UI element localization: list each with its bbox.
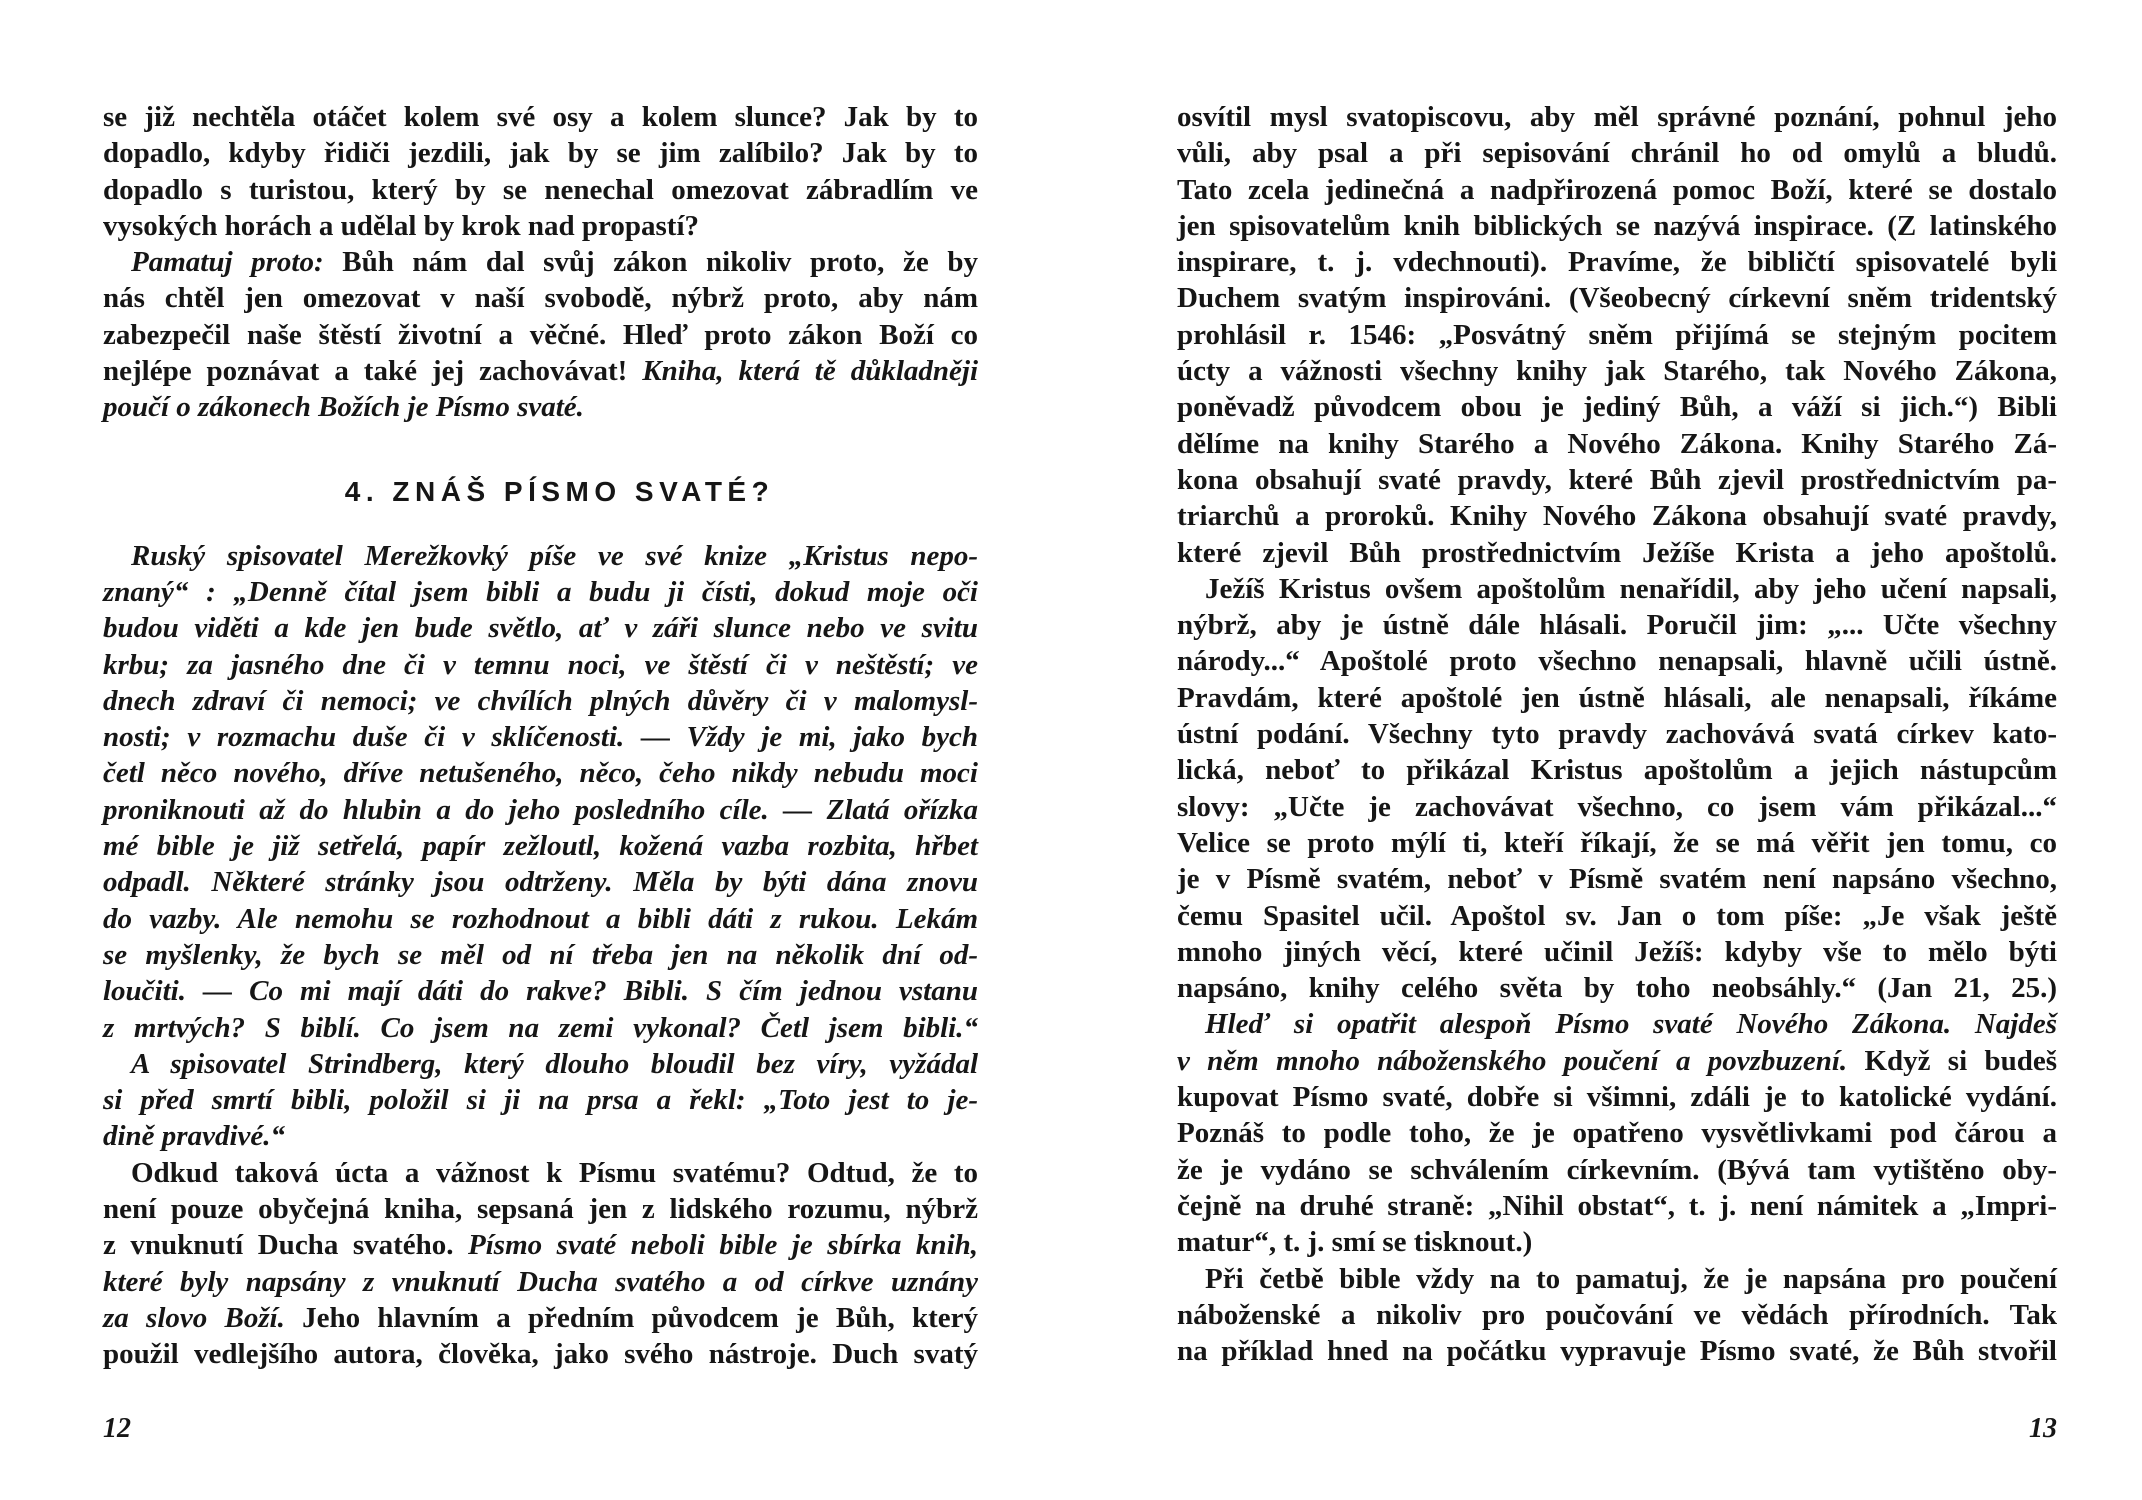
text-line: si před smrtí bibli, položil si ji na prsa a řekl: „Toto jest to je- (103, 1084, 978, 1117)
text-line: čemu Spasitel učil. Apoštol sv. Jan o tom píše: „Je však ještě (1177, 899, 2057, 932)
text-line: nás chtěl jen omezovat v naší svobodě, nýbrž proto, aby nám (103, 282, 978, 315)
text-line: slovy: „Učte je zachovávat všechno, co jsem vám přikázal...“ (1177, 790, 2057, 823)
text-line: matur“, t. j. smí se tisknout.) (1177, 1226, 1533, 1259)
section-heading: 4. ZNÁŠ PÍSMO SVATÉ? (344, 475, 775, 507)
text-line (1177, 1043, 2057, 1079)
text-line: mnoho jiných věcí, které učinil Ježíš: kdyby vše to mělo býti (1177, 935, 2057, 968)
text-line (103, 1227, 978, 1263)
left-page-text (103, 99, 978, 1373)
text-line: Tato zcela jedinečná a nadpřirozená pomoc Boží, které se dostalo (1177, 173, 2057, 206)
text-line: odpadl. Některé stránky jsou odtrženy. Měla by býti dána znovu (103, 866, 978, 899)
right-page-text (1177, 99, 2057, 1369)
text-line: četl něco nového, dříve netušeného, něco, čeho nikdy nebudu moci (103, 757, 978, 790)
page-number: 12 (103, 1413, 131, 1444)
text-line: se již nechtěla otáčet kolem své osy a kolem slunce? Jak by to (103, 101, 978, 133)
text-line: dělíme na knihy Starého a Nového Zákona. Knihy Starého Zá- (1177, 427, 2057, 460)
text-line: vůli, aby psal a při sepisování chránil ho od omylů a bludů. (1177, 137, 2057, 170)
text-line: z mrtvých? S biblí. Co jsem na zemi vykonal? Četl jsem bibli.“ (103, 1011, 978, 1044)
text-line: Odkud taková úcta a vážnost k Písmu svatému? Odtud, že to (131, 1156, 978, 1189)
text-line (103, 1300, 978, 1336)
text-line: není pouze obyčejná kniha, sepsaná jen z lidského rozumu, nýbrž (103, 1193, 978, 1226)
text-line (103, 244, 978, 280)
text-line: zabezpečil naše štěstí životní a věčné. Hleď proto zákon Boží co (103, 318, 978, 351)
text-line: kupovat Písmo svaté, dobře si všimni, zdáli je to katolické vydání. (1177, 1081, 2057, 1114)
text-line: dině pravdivé.“ (103, 1120, 286, 1153)
text-line: do vazby. Ale nemohu se rozhodnout a bibli dáti z rukou. Lekám (103, 902, 978, 935)
text-line: na příklad hned na počátku vypravuje Písmo svaté, že Bůh stvořil (1177, 1335, 2057, 1368)
text-line: napsáno, knihy celého světa by toho neobsáhly.“ (Jan 21, 25.) (1177, 972, 2057, 1005)
text-line: vysokých horách a udělal by krok nad propastí? (103, 209, 700, 242)
text-line: se myšlenky, že bych se měl od ní třeba jen na několik dní od- (103, 938, 978, 971)
text-line: ústní podání. Všechny tyto pravdy zachovává svatá církev kato- (1177, 718, 2057, 751)
italic-text: Pamatuj proto: (131, 246, 324, 279)
text-line: osvítil mysl svatopiscovu, aby měl správné poznání, pohnul jeho (1177, 101, 2057, 133)
text-line: že je vydáno se schválením církevním. (Bývá tam vytištěno oby- (1177, 1153, 2057, 1186)
italic-text: za slovo Boží. (103, 1301, 285, 1334)
text-line: nýbrž, aby je ústně dále hlásali. Poručil jim: „... Učte všechny (1177, 609, 2057, 642)
text-line: triarchů a proroků. Knihy Nového Zákona obsahují svaté pravdy, (1177, 500, 2057, 533)
text-line: Ježíš Kristus ovšem apoštolům nenařídil, aby jeho učení napsali, (1205, 572, 2057, 605)
text-line: Pravdám, které apoštolé jen ústně hlásali, ale nenapsali, říkáme (1177, 681, 2057, 714)
text-line: Duchem svatým inspirováni. (Všeobecný církevní sněm tridentský (1177, 282, 2057, 315)
text-line: Při četbě bible vždy na to pamatuj, že je napsána pro poučení (1205, 1262, 2057, 1295)
text-line: úcty a vážnosti všechny knihy jak Starého, tak Nového Zákona, (1177, 355, 2057, 388)
text-line: jen spisovatelům knih biblických se nazývá inspirace. (Z latinského (1177, 209, 2057, 242)
text-line: mé bible je již setřelá, papír zežloutl, kožená vazba rozbita, hřbet (103, 830, 978, 863)
text-line: použil vedlejšího autora, člověka, jako svého nástroje. Duch svatý (103, 1338, 978, 1371)
text-line: Poznáš to podle toho, že je opatřeno vysvětlivkami pod čárou a (1177, 1117, 2057, 1150)
text-line: znaný“ : „Denně čítal jsem bibli a budu ji čísti, dokud moje oči (103, 575, 978, 608)
text-line: lická, neboť to přikázal Kristus apoštolům a jejich nástupcům (1177, 754, 2057, 787)
text-line: které zjevil Bůh prostřednictvím Ježíše Krista a jeho apoštolů. (1177, 536, 2057, 569)
text-line: dopadlo s turistou, který by se nenechal omezovat zábradlím ve (103, 173, 978, 206)
text-line: národy...“ Apoštolé proto všechno nenapsali, hlavně učili ústně. (1177, 645, 2057, 678)
text-line: Ruský spisovatel Merežkovký píše ve své knize „Kristus nepo- (131, 539, 978, 572)
text-line: Velice se proto mýlí ti, kteří říkají, že se má věřit jen tomu, co (1177, 826, 2057, 859)
italic-text: Písmo svaté neboli bible je sbírka knih, (468, 1229, 978, 1262)
text-segment: Když si budeš (1847, 1044, 2057, 1077)
text-line: dopadlo, kdyby řidiči jezdili, jak by se jim zalíbilo? Jak by to (103, 137, 978, 170)
text-line: náboženské a nikoliv pro poučování ve vědách přírodních. Tak (1177, 1298, 2057, 1331)
text-line: budou viděti a kde jen bude světlo, ať v záři slunce nebo ve svitu (103, 612, 978, 645)
text-segment: z vnuknutí Ducha svatého. (103, 1229, 469, 1262)
text-line: čejně na druhé straně: „Nihil obstat“, t. j. není námitek a „Impri- (1177, 1189, 2057, 1222)
text-segment: nejlépe poznávat a také jej zachovávat! (103, 355, 643, 388)
text-segment: Jeho hlavním a předním původcem je Bůh, který (284, 1301, 978, 1334)
text-line: poněvadž původcem obou je jediný Bůh, a váží si jich.“) Bibli (1177, 391, 2057, 424)
text-line: kona obsahují svaté pravdy, které Bůh zjevil prostřednictvím pa- (1177, 463, 2057, 496)
text-line: Hleď si opatřit alespoň Písmo svaté Nového Zákona. Najdeš (1205, 1008, 2057, 1041)
text-line: A spisovatel Strindberg, který dlouho bloudil bez víry, vyžádal (131, 1047, 978, 1080)
text-line: dnech zdraví či nemoci; ve chvílích plných důvěry či v malomysl- (103, 684, 978, 717)
text-line (103, 353, 978, 389)
text-line: které byly napsány z vnuknutí Ducha svatého a od církve uznány (103, 1265, 978, 1298)
text-line: nosti; v rozmachu duše či v sklíčenosti. — Vždy je mi, jako bych (103, 721, 978, 754)
text-line: je v Písmě svatém, neboť v Písmě svatém není napsáno všechno, (1177, 863, 2057, 896)
text-line: krbu; za jasného dne či v temnu noci, ve štěstí či v neštěstí; ve (103, 648, 978, 681)
text-line: inspirare, t. j. vdechnouti). Pravíme, že bibličtí spisovatelé byli (1177, 246, 2057, 279)
italic-text: Kniha, která tě důkladněji (642, 355, 978, 388)
italic-text: v něm mnoho náboženského poučení a povzbuzení. (1177, 1044, 1848, 1077)
text-line: loučiti. — Co mi mají dáti do rakve? Bibli. S čím jednou vstanu (103, 975, 978, 1008)
text-line: poučí o zákonech Božích je Písmo svaté. (103, 391, 584, 424)
text-line: proniknouti až do hlubin a do jeho posledního cíle. — Zlatá ořízka (103, 793, 978, 826)
text-segment: Bůh nám dal svůj zákon nikoliv proto, že by (323, 246, 978, 279)
text-line: prohlásil r. 1546: „Posvátný sněm přijímá se stejným pocitem (1177, 318, 2057, 351)
page-number: 13 (2029, 1413, 2057, 1444)
